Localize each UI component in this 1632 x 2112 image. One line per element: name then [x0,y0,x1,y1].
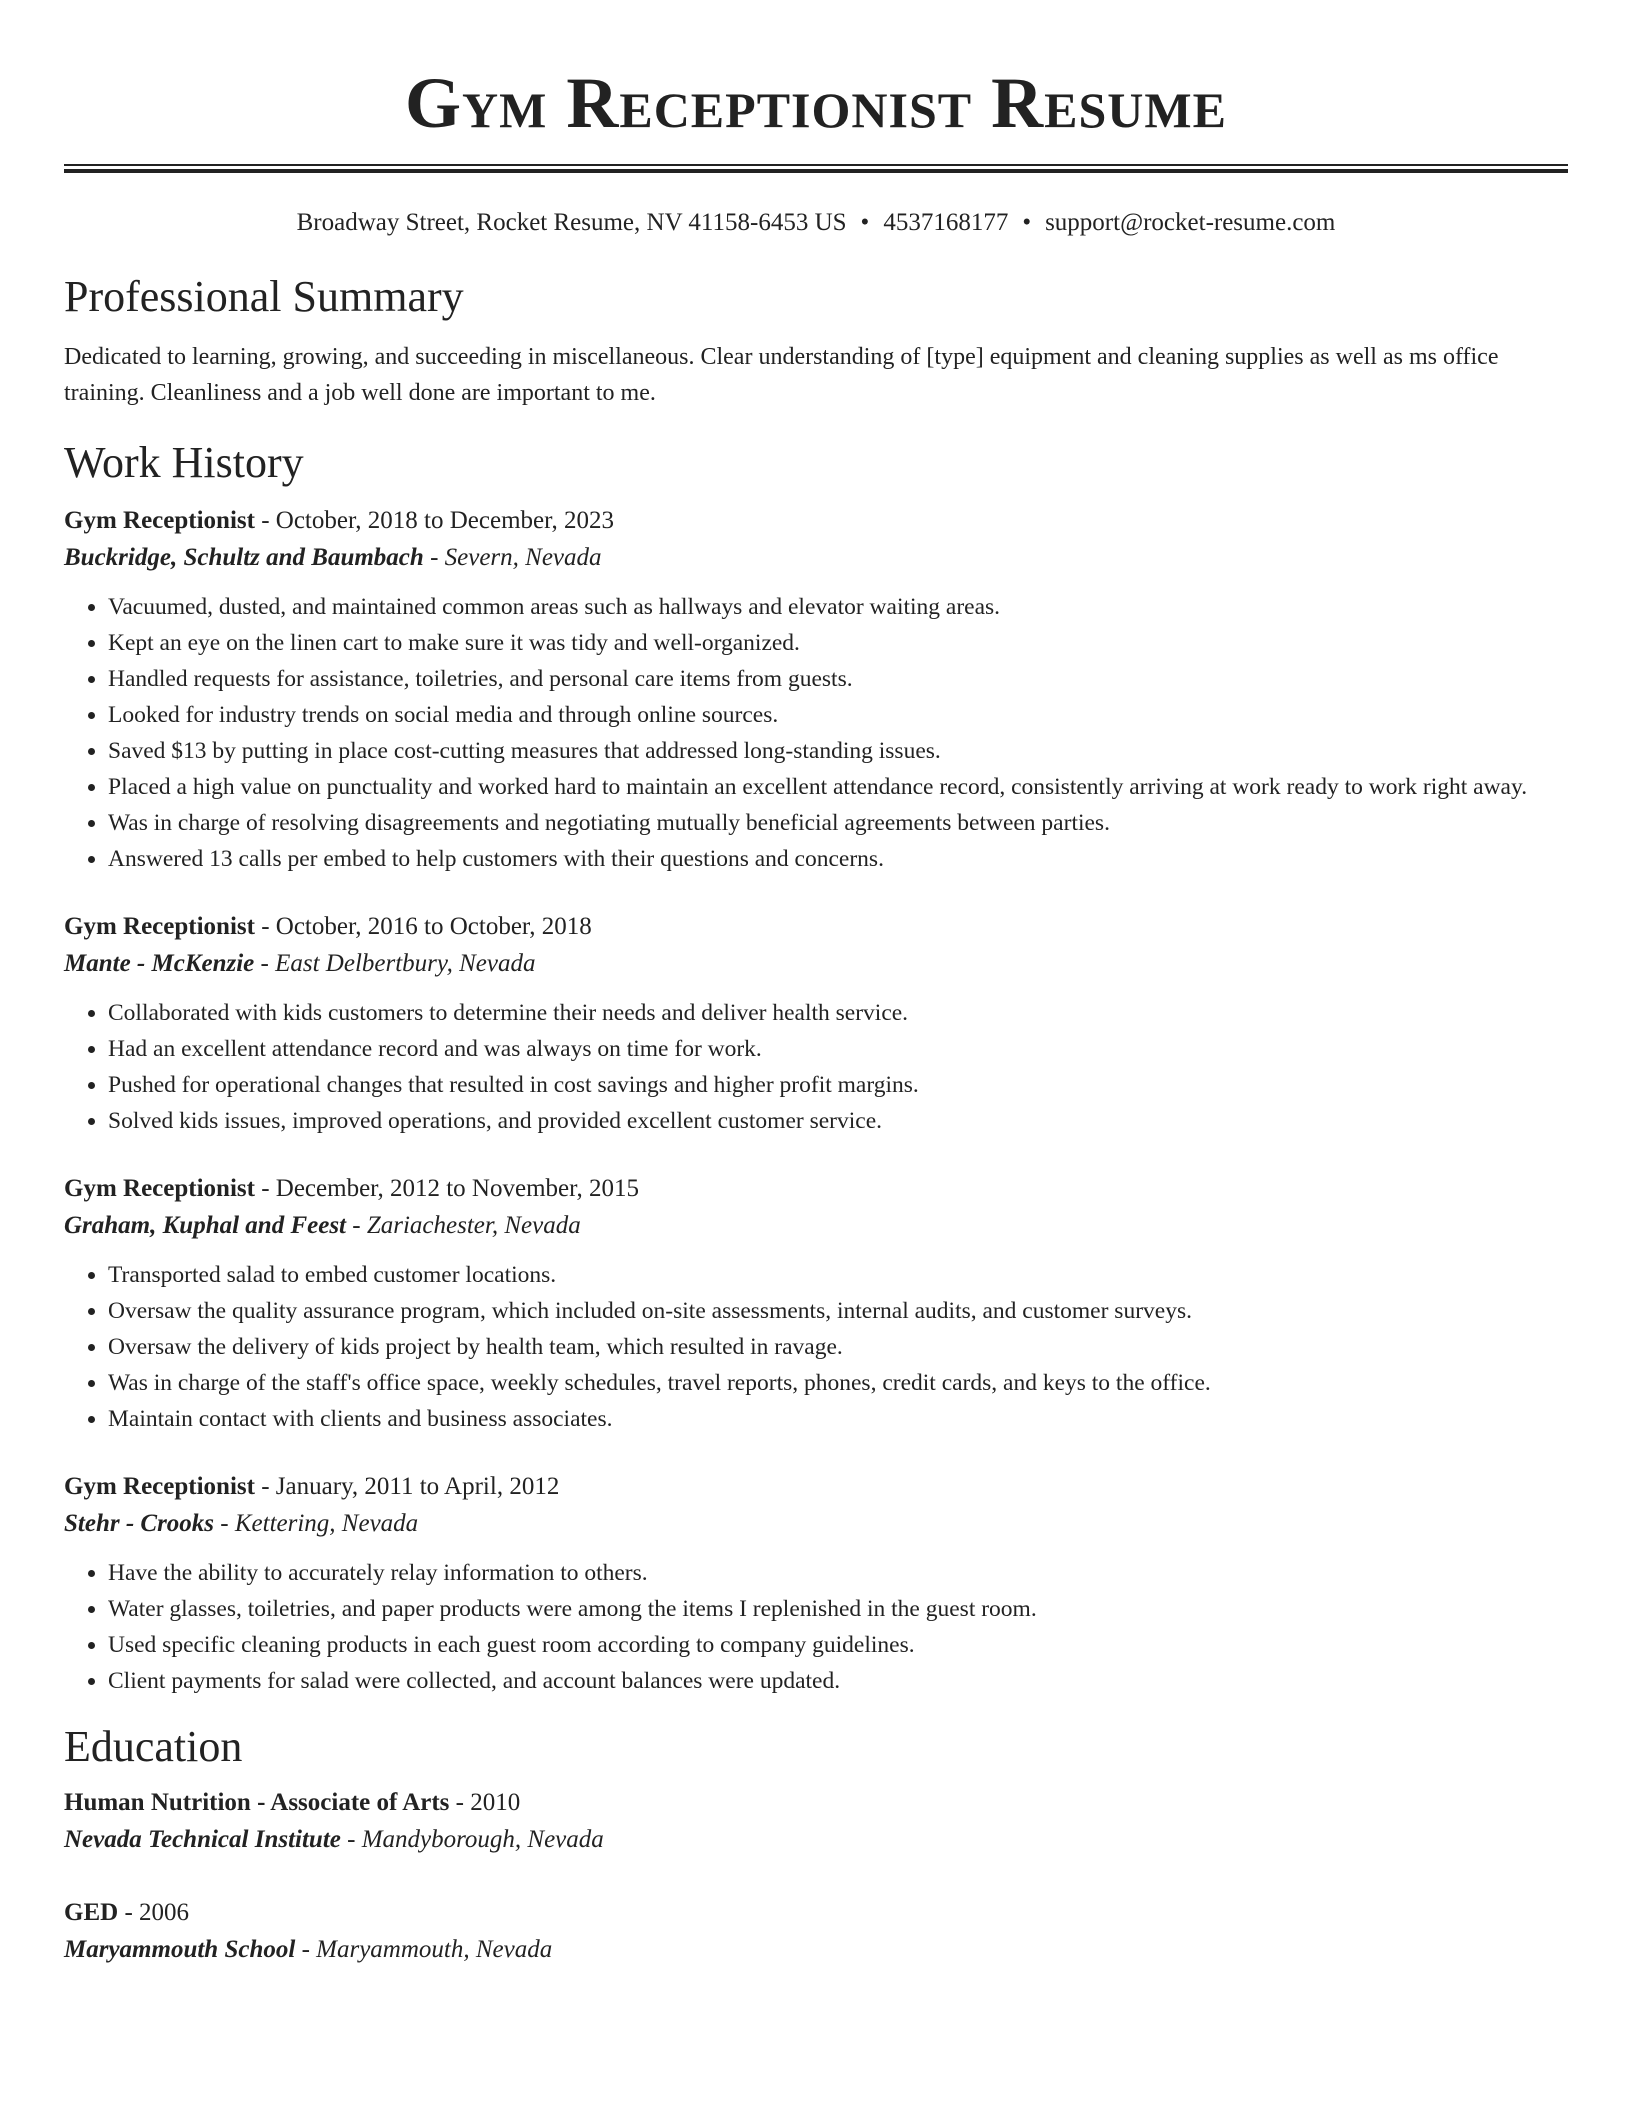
job-bullet: • Oversaw the delivery of kids project by health team, which resulted in ravage. [108,1329,1568,1365]
employer-name: Stehr - Crooks [64,1510,215,1537]
dash-separator: - [254,1473,276,1500]
degree-line [64,1895,1568,1931]
degree-name: GED [64,1899,119,1926]
education-heading: Education [64,1722,243,1771]
dash-separator: - [214,1510,235,1537]
employer-line [64,1505,1568,1543]
dash-separator: - [295,1936,317,1963]
job-bullet-list [64,995,1568,1139]
job-title: Gym Receptionist [64,1175,255,1202]
dash-separator: - [254,507,276,534]
job-title-line [64,1469,1568,1505]
dash-separator: - [449,1789,471,1816]
job-title-line [64,909,1568,945]
employer-line [64,539,1568,577]
resume-title: Gym Receptionist Resume [405,63,1227,143]
employer-line [64,945,1568,983]
dash-separator: - [254,950,276,977]
job-bullet-list [64,589,1568,877]
contact-email: support@rocket-resume.com [1045,209,1336,236]
employer-location: Severn, Nevada [444,544,602,571]
dash-separator: - [118,1899,140,1926]
job-title-line [64,503,1568,539]
summary-text: Dedicated to learning, growing, and succeeding in miscellaneous. Clear understanding of [type] equipment and cleaning supplies as well as ms office training. Cleanliness and a job well done are important to me. [64,344,1499,406]
job-bullet: • Transported salad to embed customer locations. [108,1257,1568,1293]
job-bullet: • Client payments for salad were collected, and account balances were updated. [108,1663,1568,1699]
school-line [64,1821,1568,1859]
job-bullet: • Kept an eye on the linen cart to make sure it was tidy and well-organized. [108,625,1568,661]
job-bullet: • Was in charge of the staff's office space, weekly schedules, travel reports, phones, credit cards, and keys to the office. [108,1365,1568,1401]
dash-separator: - [254,1175,276,1202]
school-line [64,1931,1568,1969]
job-bullet: • Placed a high value on punctuality and worked hard to maintain an excellent attendance record, consistently arriving at work ready to work right away. [108,769,1568,805]
job-entry [64,909,1568,1139]
job-bullet: • Handled requests for assistance, toiletries, and personal care items from guests. [108,661,1568,697]
job-entry [64,1171,1568,1437]
employer-name: Buckridge, Schultz and Baumbach [64,544,424,571]
job-title-line [64,1171,1568,1207]
job-bullet: • Have the ability to accurately relay information to others. [108,1555,1568,1591]
job-title: Gym Receptionist [64,507,255,534]
job-bullet: • Looked for industry trends on social media and through online sources. [108,697,1568,733]
education-entry [64,1895,1568,1969]
job-dates: January, 2011 to April, 2012 [275,1473,560,1500]
contact-phone: 4537168177 [883,209,1009,236]
job-entry [64,1469,1568,1699]
employer-location: East Delbertbury, Nevada [275,950,536,977]
employer-location: Zariachester, Nevada [366,1212,581,1239]
school-location: Maryammouth, Nevada [316,1936,553,1963]
job-bullet: • Solved kids issues, improved operations, and provided excellent customer service. [108,1103,1568,1139]
contact-separator: • [860,209,870,236]
job-dates: October, 2018 to December, 2023 [275,507,614,534]
job-entry [64,503,1568,877]
job-bullet: • Answered 13 calls per embed to help customers with their questions and concerns. [108,841,1568,877]
contact-separator: • [1022,209,1032,236]
job-bullet: • Used specific cleaning products in each guest room according to company guidelines. [108,1627,1568,1663]
employer-line [64,1207,1568,1245]
contact-address: Broadway Street, Rocket Resume, NV 41158-6453 US [296,209,847,236]
employer-location: Kettering, Nevada [234,1510,419,1537]
job-dates: October, 2016 to October, 2018 [275,913,592,940]
education-list [64,1785,1568,1969]
degree-year: 2010 [470,1789,521,1816]
contact-line [64,207,1568,239]
job-bullet: • Vacuumed, dusted, and maintained common areas such as hallways and elevator waiting areas. [108,589,1568,625]
work-history-list [64,503,1568,1699]
title-divider [64,164,1568,173]
employer-name: Mante - McKenzie [64,950,255,977]
dash-separator: - [346,1212,367,1239]
degree-year: 2006 [139,1899,190,1926]
job-bullet-list [64,1257,1568,1437]
degree-name: Human Nutrition - Associate of Arts [64,1789,450,1816]
job-title: Gym Receptionist [64,1473,255,1500]
job-bullet-list [64,1555,1568,1699]
job-bullet: • Collaborated with kids customers to determine their needs and deliver health service. [108,995,1568,1031]
job-bullet: • Saved $13 by putting in place cost-cutting measures that addressed long-standing issues. [108,733,1568,769]
job-dates: December, 2012 to November, 2015 [275,1175,639,1202]
job-bullet: • Oversaw the quality assurance program, which included on-site assessments, internal audits, and customer surveys. [108,1293,1568,1329]
degree-line [64,1785,1568,1821]
job-bullet: • Maintain contact with clients and business associates. [108,1401,1568,1437]
dash-separator: - [254,913,276,940]
job-bullet: • Pushed for operational changes that resulted in cost savings and higher profit margins. [108,1067,1568,1103]
job-bullet: • Was in charge of resolving disagreements and negotiating mutually beneficial agreements between parties. [108,805,1568,841]
summary-heading: Professional Summary [64,272,464,321]
job-title: Gym Receptionist [64,913,255,940]
school-name: Maryammouth School [64,1936,296,1963]
work-history-heading: Work History [64,438,304,487]
school-name: Nevada Technical Institute [64,1826,341,1853]
employer-name: Graham, Kuphal and Feest [64,1212,347,1239]
job-bullet: • Water glasses, toiletries, and paper products were among the items I replenished in the guest room. [108,1591,1568,1627]
dash-separator: - [340,1826,362,1853]
school-location: Mandyborough, Nevada [361,1826,604,1853]
education-entry [64,1785,1568,1859]
dash-separator: - [423,544,445,571]
job-bullet: • Had an excellent attendance record and was always on time for work. [108,1031,1568,1067]
